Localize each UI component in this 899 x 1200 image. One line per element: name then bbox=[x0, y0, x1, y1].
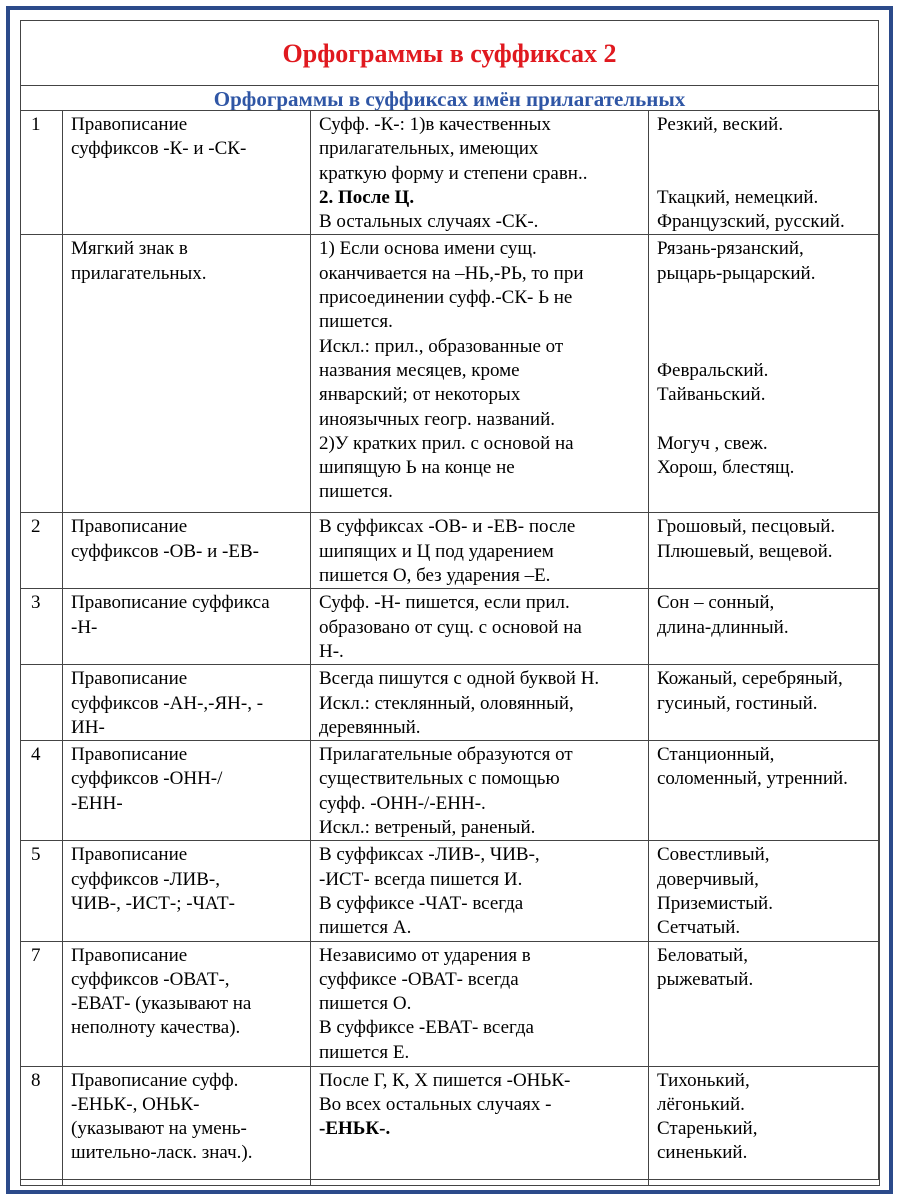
document-sheet bbox=[20, 20, 879, 1180]
rule-text: Прилагательные образуются от существительных с помощью суфф. -ОНН-/-ЕНН-. Искл.: ветреный, раненый. bbox=[311, 741, 649, 841]
rule-examples: Беловатый, рыжеватый. bbox=[649, 941, 880, 1066]
rule-text: Всегда пишутся с одной буквой Н. Искл.: стеклянный, оловянный, деревянный. bbox=[311, 665, 649, 741]
rule-text: Суфф. -Н- пишется, если прил. образовано от сущ. с основой на Н-. bbox=[311, 589, 649, 665]
row-number: 1 bbox=[21, 111, 63, 235]
table-row bbox=[21, 111, 880, 235]
section-subtitle: Орфограммы в суффиксах имён прилагательных bbox=[213, 87, 686, 111]
rule-topic: Правописание суффиксов -ОНН-/ -ЕНН- bbox=[63, 741, 311, 841]
rule-text: После Г, К, Х пишется -ОНЬК- Во всех остальных случаях - -ЕНЬК-. bbox=[311, 1066, 649, 1185]
rule-topic: Правописание суффиксов -К- и -СК- bbox=[63, 111, 311, 235]
rule-text: 1) Если основа имени сущ. оканчивается на –НЬ,-РЬ, то при присоединении суфф.-СК- Ь не пишется. Искл.: прил., образованные от названия месяцев, кроме январский; от некоторых иноязычных геогр. названий. 2)У кратких прил. с основой на шипящую Ь на конце не пишется. bbox=[311, 235, 649, 513]
rule-topic: Правописание суффиксов -ЛИВ-, ЧИВ-, -ИСТ-; -ЧАТ- bbox=[63, 841, 311, 941]
rule-text: Независимо от ударения в суффиксе -ОВАТ- всегда пишется О. В суффиксе -ЕВАТ- всегда пишется Е. bbox=[311, 941, 649, 1066]
row-number bbox=[21, 235, 63, 513]
rule-topic: Правописание суффикса -Н- bbox=[63, 589, 311, 665]
page-title: Орфограммы в суффиксах 2 bbox=[21, 21, 878, 86]
table-row bbox=[21, 235, 880, 513]
rule-examples: Кожаный, серебряный, гусиный, гостиный. bbox=[649, 665, 880, 741]
rule-examples: Резкий, веский. Ткацкий, немецкий. Французский, русский. bbox=[649, 111, 880, 235]
table-row bbox=[21, 589, 880, 665]
rule-examples: Грошовый, песцовый. Плюшевый, вещевой. bbox=[649, 513, 880, 589]
table-row bbox=[21, 513, 880, 589]
rule-topic: Правописание суфф. -ЕНЬК-, ОНЬК- (указывают на умень- шительно-ласк. знач.). bbox=[63, 1066, 311, 1185]
rule-text: В суффиксах -ЛИВ-, ЧИВ-, -ИСТ- всегда пишется И. В суффиксе -ЧАТ- всегда пишется А. bbox=[311, 841, 649, 941]
row-number: 8 bbox=[21, 1066, 63, 1185]
table-row bbox=[21, 841, 880, 941]
rule-topic: Правописание суффиксов -ОВ- и -ЕВ- bbox=[63, 513, 311, 589]
rule-examples: Станционный, соломенный, утренний. bbox=[649, 741, 880, 841]
rule-topic: Правописание суффиксов -ОВАТ-, -ЕВАТ- (указывают на неполноту качества). bbox=[63, 941, 311, 1066]
table-row bbox=[21, 1066, 880, 1185]
rule-examples: Тихонький, лёгонький. Старенький, синенький. bbox=[649, 1066, 880, 1185]
rule-topic: Правописание суффиксов -АН-,-ЯН-, - ИН- bbox=[63, 665, 311, 741]
row-number: 5 bbox=[21, 841, 63, 941]
rule-examples: Рязань-рязанский, рыцарь-рыцарский. Февральский. Тайваньский. Могуч , свеж. Хорош, блестящ. bbox=[649, 235, 880, 513]
row-number bbox=[21, 665, 63, 741]
row-number: 4 bbox=[21, 741, 63, 841]
rule-text: В суффиксах -ОВ- и -ЕВ- после шипящих и Ц под ударением пишется О, без ударения –Е. bbox=[311, 513, 649, 589]
rule-examples: Сон – сонный, длина-длинный. bbox=[649, 589, 880, 665]
page-frame bbox=[6, 6, 893, 1194]
rule-topic: Мягкий знак в прилагательных. bbox=[63, 235, 311, 513]
table-row bbox=[21, 741, 880, 841]
rule-text: Суфф. -К-: 1)в качественных прилагательных, имеющих краткую форму и степени сравн.. 2. После Ц. В остальных случаях -СК-. bbox=[311, 111, 649, 235]
row-number: 2 bbox=[21, 513, 63, 589]
row-number: 3 bbox=[21, 589, 63, 665]
rules-table bbox=[20, 110, 880, 1186]
row-number: 7 bbox=[21, 941, 63, 1066]
table-row bbox=[21, 941, 880, 1066]
table-row bbox=[21, 665, 880, 741]
rule-examples: Совестливый, доверчивый, Приземистый. Сетчатый. bbox=[649, 841, 880, 941]
